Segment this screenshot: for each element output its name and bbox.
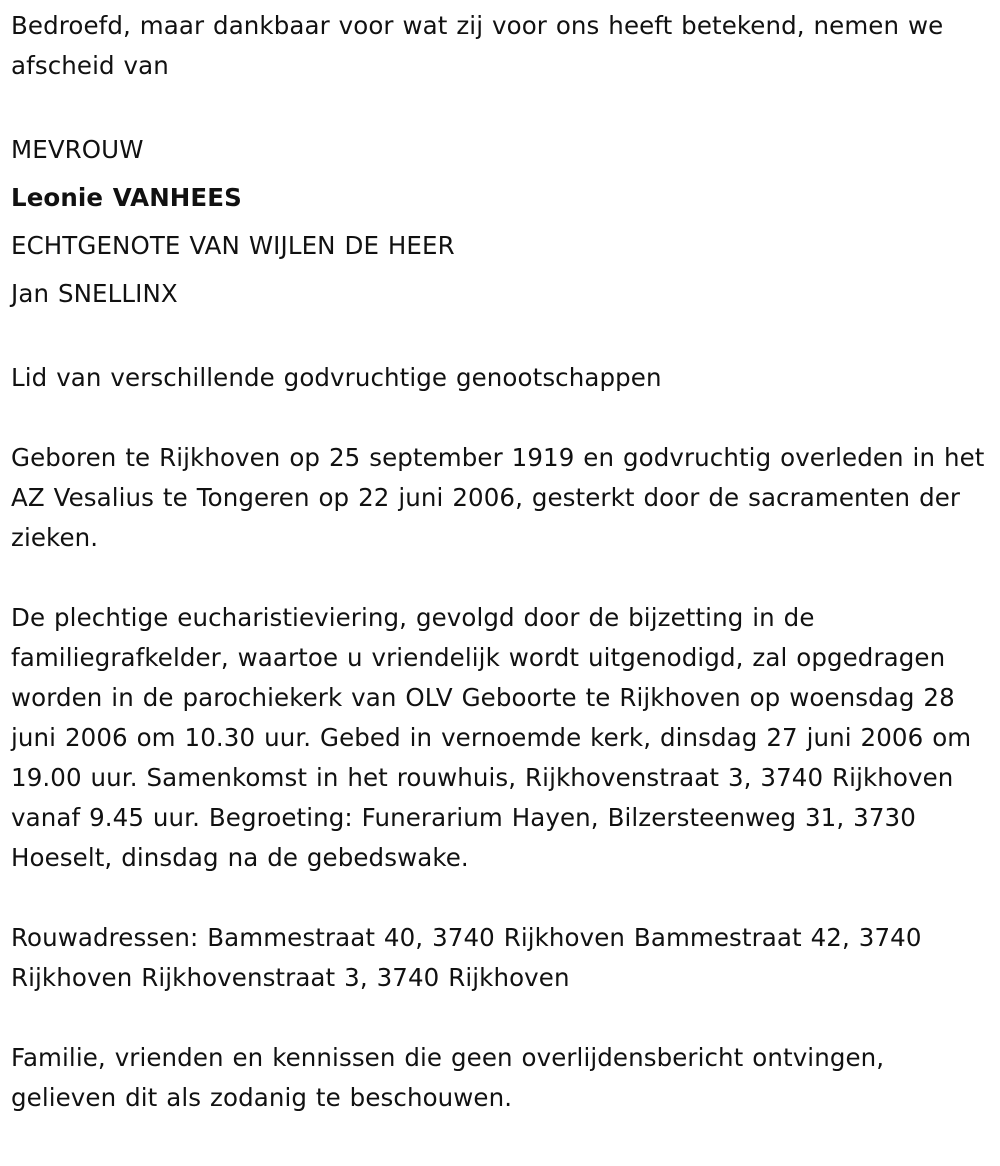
spacer [11,558,988,598]
spacer [11,998,988,1038]
intro-text: Bedroefd, maar dankbaar voor wat zij voor ons heeft betekend, nemen we afscheid van [11,11,944,80]
membership-text: Lid van verschillende godvruchtige genootschappen [11,363,662,392]
spouse-title: ECHTGENOTE VAN WIJLEN DE HEER [11,231,455,260]
ceremony-text: De plechtige eucharistieviering, gevolgd door de bijzetting in de familiegrafkelder, waartoe u vriendelijk wordt uitgenodigd, zal opgedragen worden in de parochiekerk van OLV Geboorte te Rijkhoven op woensdag 28 juni 2006 om 10.30 uur. Gebed in vernoemde kerk, dinsdag 27 juni 2006 om 19.00 uur. Samenkomst in het rouwhuis, Rijkhovenstraat 3, 3740 Rijkhoven vanaf 9.45 uur. Begroeting: Funerarium Hayen, Bilzersteenweg 31, 3730 Hoeselt, dinsdag na de gebedswake. [11,603,972,872]
spouse-name: Jan SNELLINX [11,279,178,308]
spacer [11,318,988,358]
salutation: MEVROUW [11,135,144,164]
spacer [11,878,988,918]
addresses-text: Rouwadressen: Bammestraat 40, 3740 Rijkhoven Bammestraat 42, 3740 Rijkhoven Rijkhovenstraat 3, 3740 Rijkhoven [11,923,922,992]
spacer [11,86,988,126]
closing-text: Familie, vrienden en kennissen die geen overlijdensbericht ontvingen, gelieven dit als zodanig te beschouwen. [11,1043,885,1112]
deceased-name: Leonie VANHEES [11,183,242,212]
birth-death-text: Geboren te Rijkhoven op 25 september 1919 en godvruchtig overleden in het AZ Vesalius te Tongeren op 22 juni 2006, gesterkt door de sacramenten der zieken. [11,443,985,552]
spacer [11,398,988,438]
